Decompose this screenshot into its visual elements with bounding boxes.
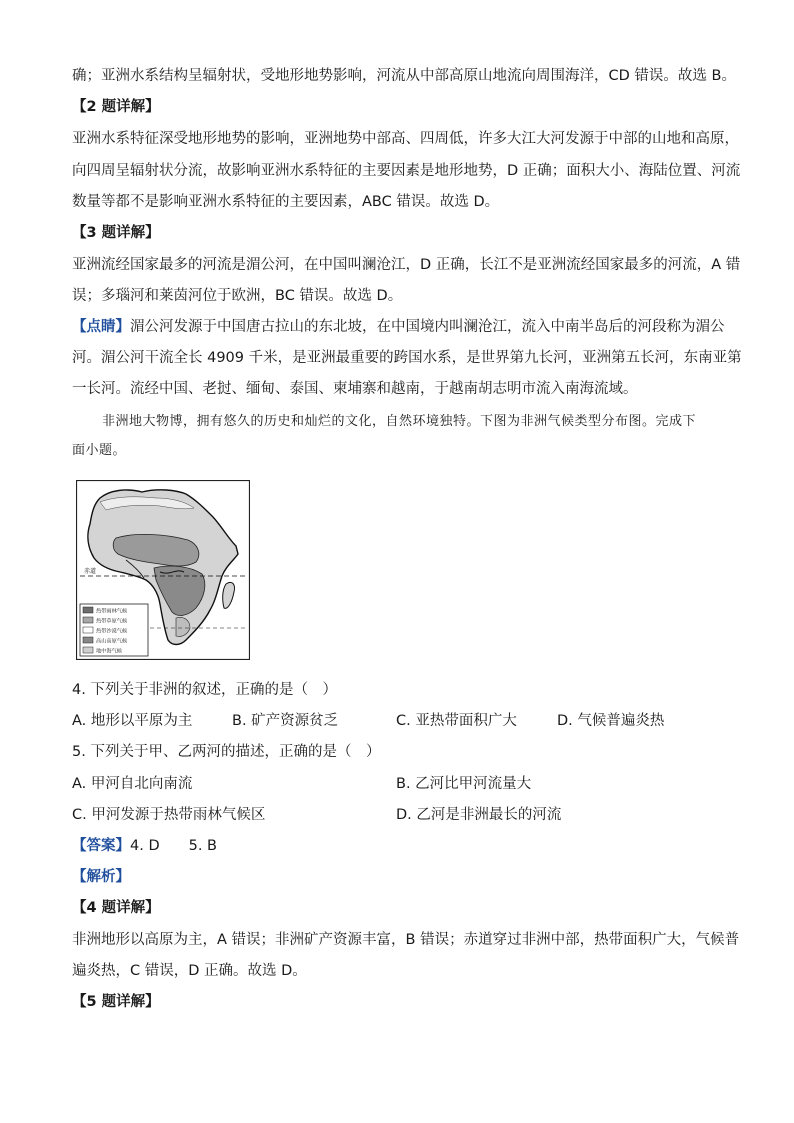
legend-swatch bbox=[83, 647, 93, 653]
option-c: C. 甲河发源于热带雨林气候区 bbox=[72, 807, 266, 823]
option-d: D. 气候普遍炎热 bbox=[557, 713, 665, 729]
answer-line bbox=[72, 836, 217, 856]
answer-text: 4. D 5. B bbox=[130, 838, 217, 854]
section-title-q4: 【4 题详解】 bbox=[72, 900, 160, 916]
text-line: 确；亚洲水系结构呈辐射状，受地形地势影响，河流从中部高原山地流向周围海洋，CD 错误。故选 B。 bbox=[72, 68, 736, 84]
legend-label: 热带草原气候 bbox=[96, 618, 128, 625]
answer-tag: 【答案】 bbox=[72, 838, 130, 854]
africa-climate-map bbox=[76, 480, 250, 660]
option-b: B. 乙河比甲河流量大 bbox=[396, 776, 532, 792]
option-a: A. 地形以平原为主 bbox=[72, 713, 193, 729]
option-c: C. 亚热带面积广大 bbox=[396, 713, 517, 729]
dianjing-text: 湄公河发源于中国唐古拉山的东北坡，在中国境内叫澜沧江，流入中南半岛后的河段称为湄公 bbox=[130, 319, 725, 335]
legend-label: 热带沙漠气候 bbox=[96, 628, 128, 635]
map-legend bbox=[80, 604, 148, 656]
section-title-q2: 【2 题详解】 bbox=[72, 99, 160, 115]
text-line: 误；多瑙河和莱茵河位于欧洲，BC 错误。故选 D。 bbox=[72, 288, 403, 304]
equator-label: 赤道 bbox=[84, 568, 97, 575]
legend-label: 热带雨林气候 bbox=[96, 608, 128, 615]
legend-swatch bbox=[83, 637, 93, 643]
question-stem: 4. 下列关于非洲的叙述，正确的是（ ） bbox=[72, 682, 337, 698]
legend-swatch bbox=[83, 627, 93, 633]
legend-swatch bbox=[83, 617, 93, 623]
dianjing-tag: 【点睛】 bbox=[72, 319, 130, 335]
text-line: 向四周呈辐射状分流，故影响亚洲水系特征的主要因素是地形地势，D 正确；面积大小、海陆位置、河流 bbox=[72, 163, 741, 179]
analysis-tag: 【解析】 bbox=[72, 869, 130, 885]
option-d: D. 乙河是非洲最长的河流 bbox=[396, 807, 562, 823]
legend-label: 高山高原气候 bbox=[96, 638, 128, 645]
text-line: 亚洲流经国家最多的河流是湄公河，在中国叫澜沧江，D 正确，长江不是亚洲流经国家最多的河流，A 错 bbox=[72, 257, 741, 273]
text-line: 遍炎热，C 错误，D 正确。故选 D。 bbox=[72, 963, 307, 979]
text-line: 亚洲水系特征深受地形地势的影响，亚洲地势中部高、四周低，许多大江大河发源于中部的山地和高原， bbox=[72, 131, 739, 147]
text-line: 非洲地形以高原为主，A 错误；非洲矿产资源丰富，B 错误；赤道穿过非洲中部，热带面积广大，气候普 bbox=[72, 932, 740, 948]
option-a: A. 甲河自北向南流 bbox=[72, 776, 193, 792]
question-stem: 5. 下列关于甲、乙两河的描述，正确的是（ ） bbox=[72, 744, 381, 760]
intro-text: 面小题。 bbox=[72, 443, 127, 458]
text-line: 数量等都不是影响亚洲水系特征的主要因素，ABC 错误。故选 D。 bbox=[72, 194, 500, 210]
dianjing-line bbox=[72, 317, 725, 337]
legend-swatch bbox=[83, 607, 93, 613]
legend-label: 地中海气候 bbox=[96, 648, 122, 655]
option-b: B. 矿产资源贫乏 bbox=[232, 713, 339, 729]
section-title-q3: 【3 题详解】 bbox=[72, 225, 160, 241]
text-line: 一长河。流经中国、老挝、缅甸、泰国、柬埔寨和越南，于越南胡志明市流入南海流域。 bbox=[72, 381, 638, 397]
section-title-q5: 【5 题详解】 bbox=[72, 994, 160, 1010]
text-line: 河。湄公河干流全长 4909 千米，是亚洲最重要的跨国水系，是世界第九长河，亚洲第五长河，东南亚第 bbox=[72, 350, 742, 366]
intro-text: 非洲地大物博，拥有悠久的历史和灿烂的文化，自然环境独特。下图为非洲气候类型分布图。完成下 bbox=[102, 414, 697, 429]
